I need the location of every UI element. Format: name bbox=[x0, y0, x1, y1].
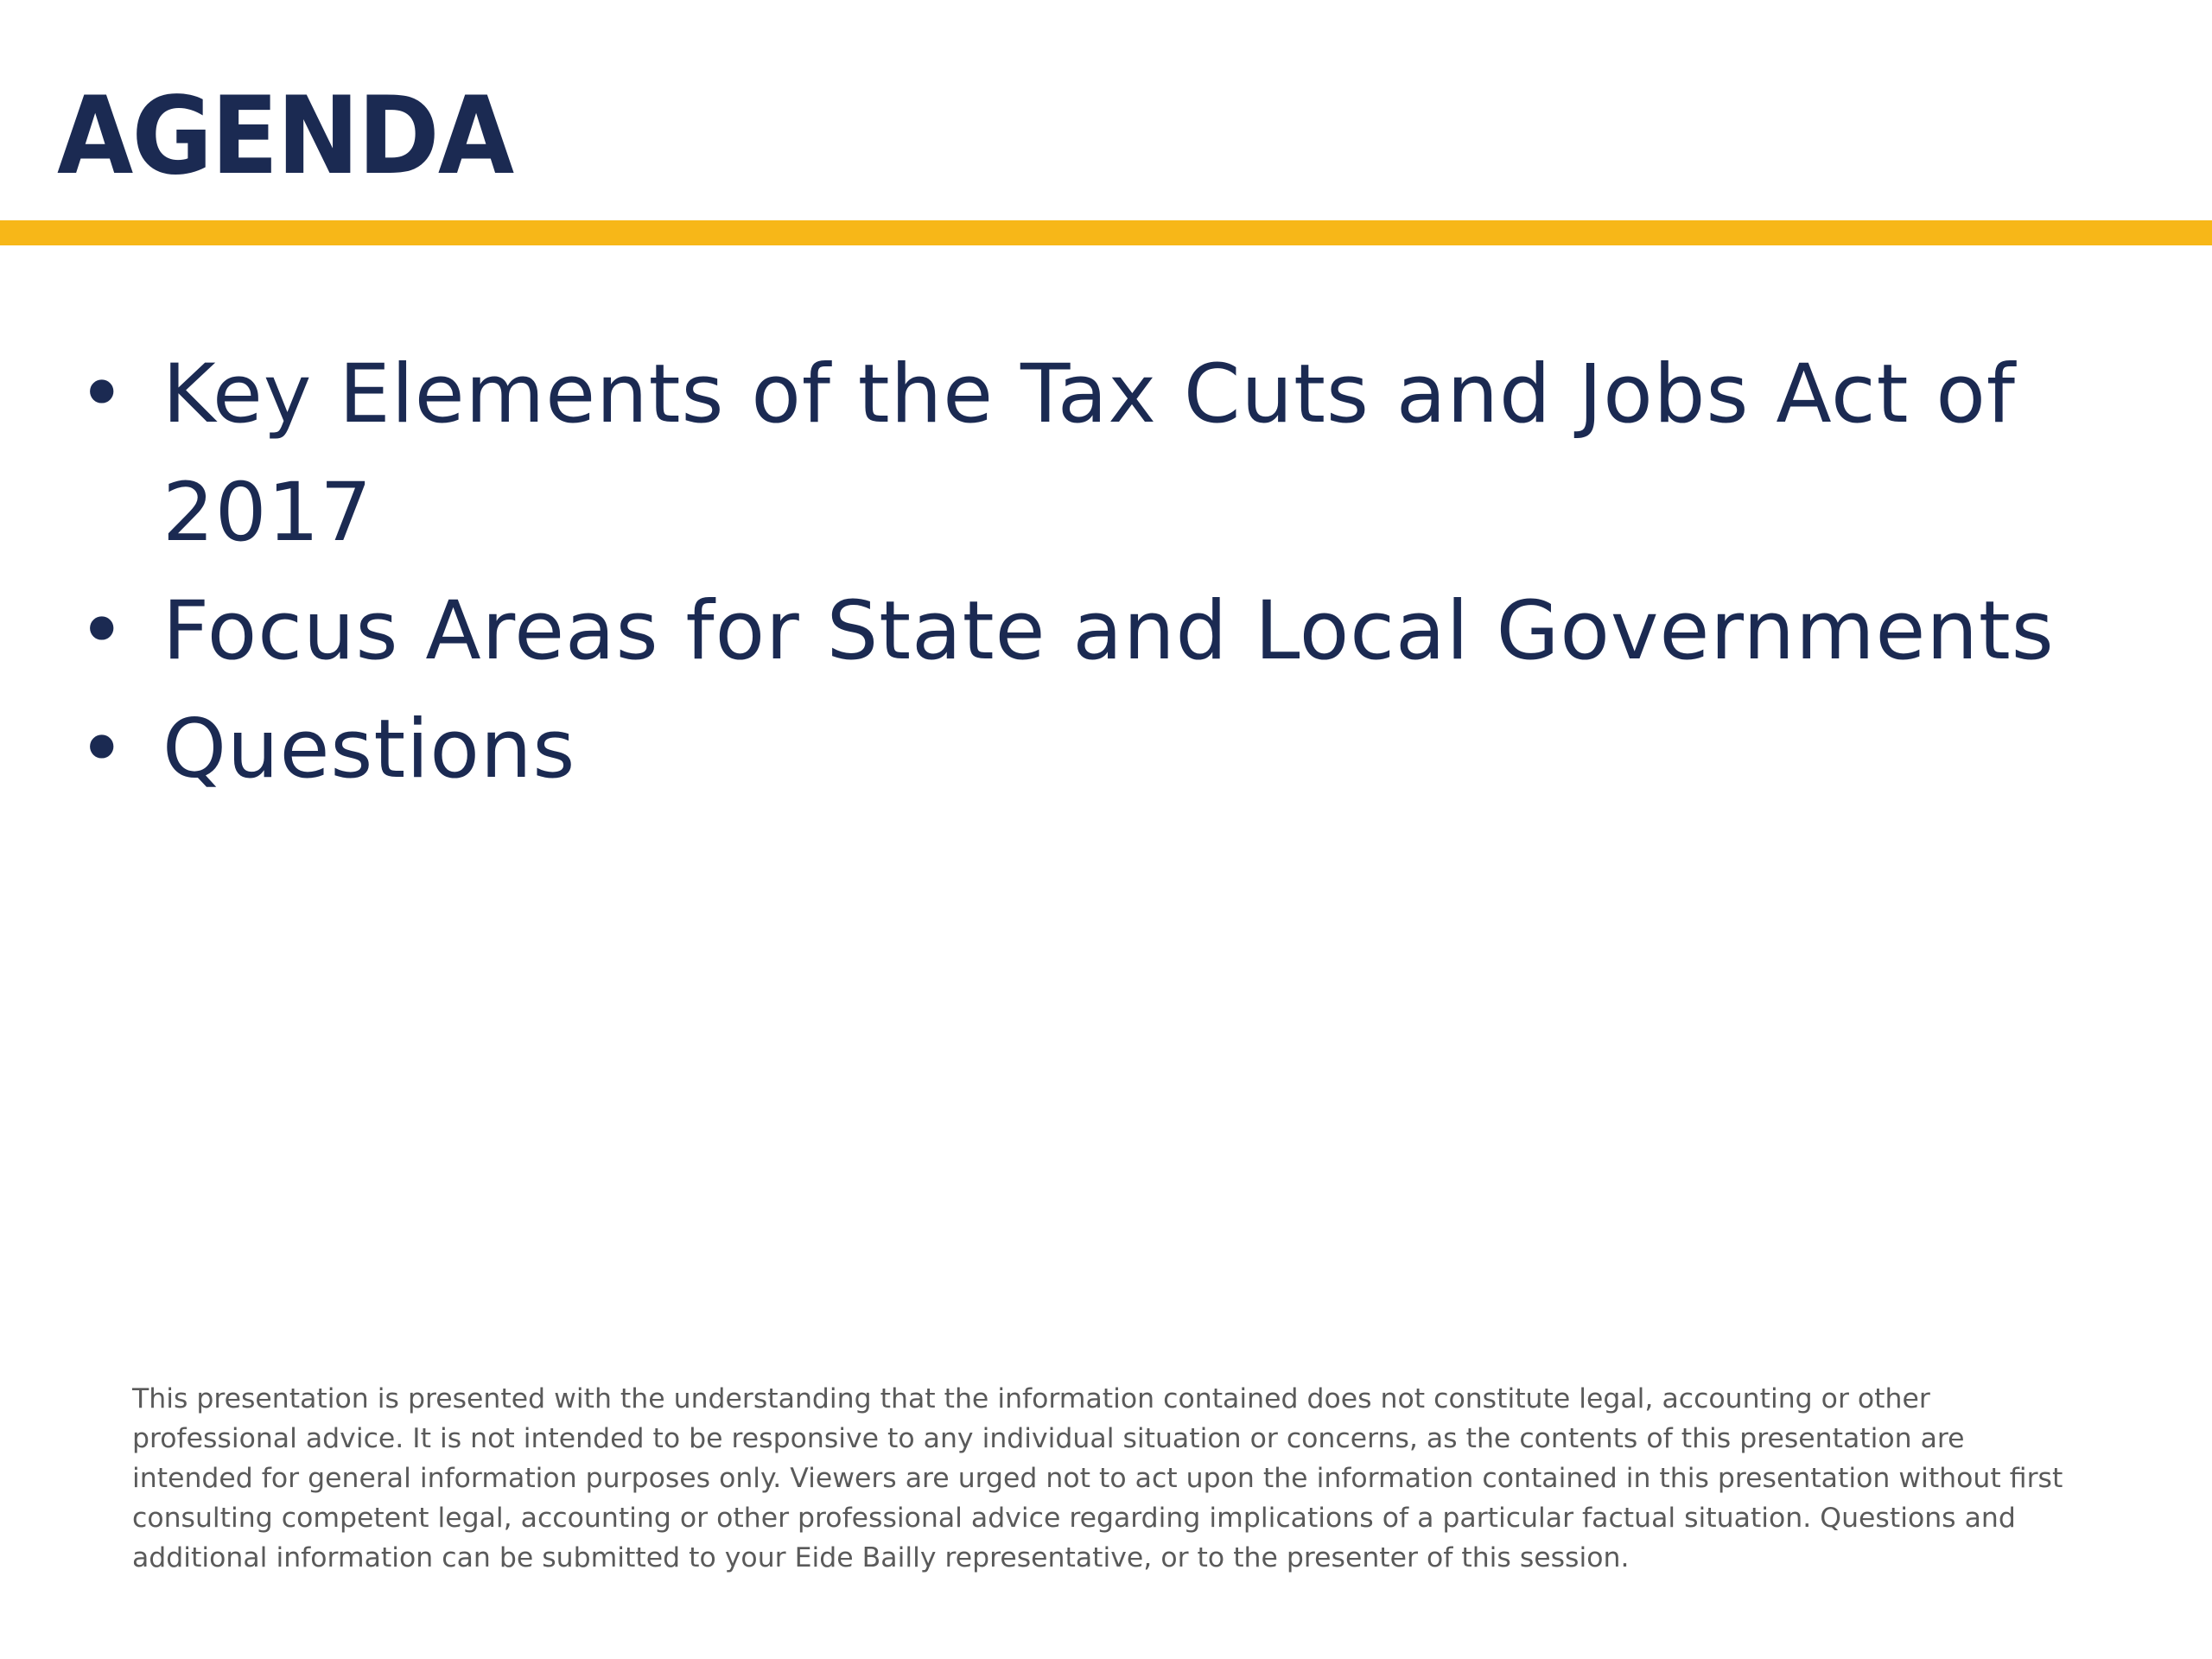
title-divider-bar bbox=[0, 220, 2212, 245]
bullet-icon: • bbox=[78, 347, 127, 442]
bullet-icon: • bbox=[78, 702, 127, 797]
legal-disclaimer: This presentation is presented with the understanding that the information contained does not constitute legal, accounting or other professional advice. It is not intended to be responsive to any individual situation or concerns, as the contents of this presentation are intended for general information purposes only. Viewers are urged not to act upon the information contained in this presentation without first consulting competent legal, accounting or other professional advice regarding implications of a particular factual situation. Questions and additional information can be submitted to your Eide Bailly representative, or to the presenter of this session. bbox=[132, 1383, 2063, 1573]
bullet-icon: • bbox=[78, 584, 127, 678]
agenda-item-text: Key Elements of the Tax Cuts and Jobs Act of 2017 bbox=[162, 347, 2017, 560]
agenda-item-text: Focus Areas for State and Local Governments bbox=[162, 584, 2055, 678]
agenda-list bbox=[78, 335, 2065, 809]
agenda-item bbox=[78, 572, 2065, 690]
agenda-item-text: Questions bbox=[162, 702, 576, 797]
agenda-item bbox=[78, 335, 2065, 572]
slide-title: AGENDA bbox=[57, 74, 513, 199]
agenda-item bbox=[78, 690, 2065, 809]
